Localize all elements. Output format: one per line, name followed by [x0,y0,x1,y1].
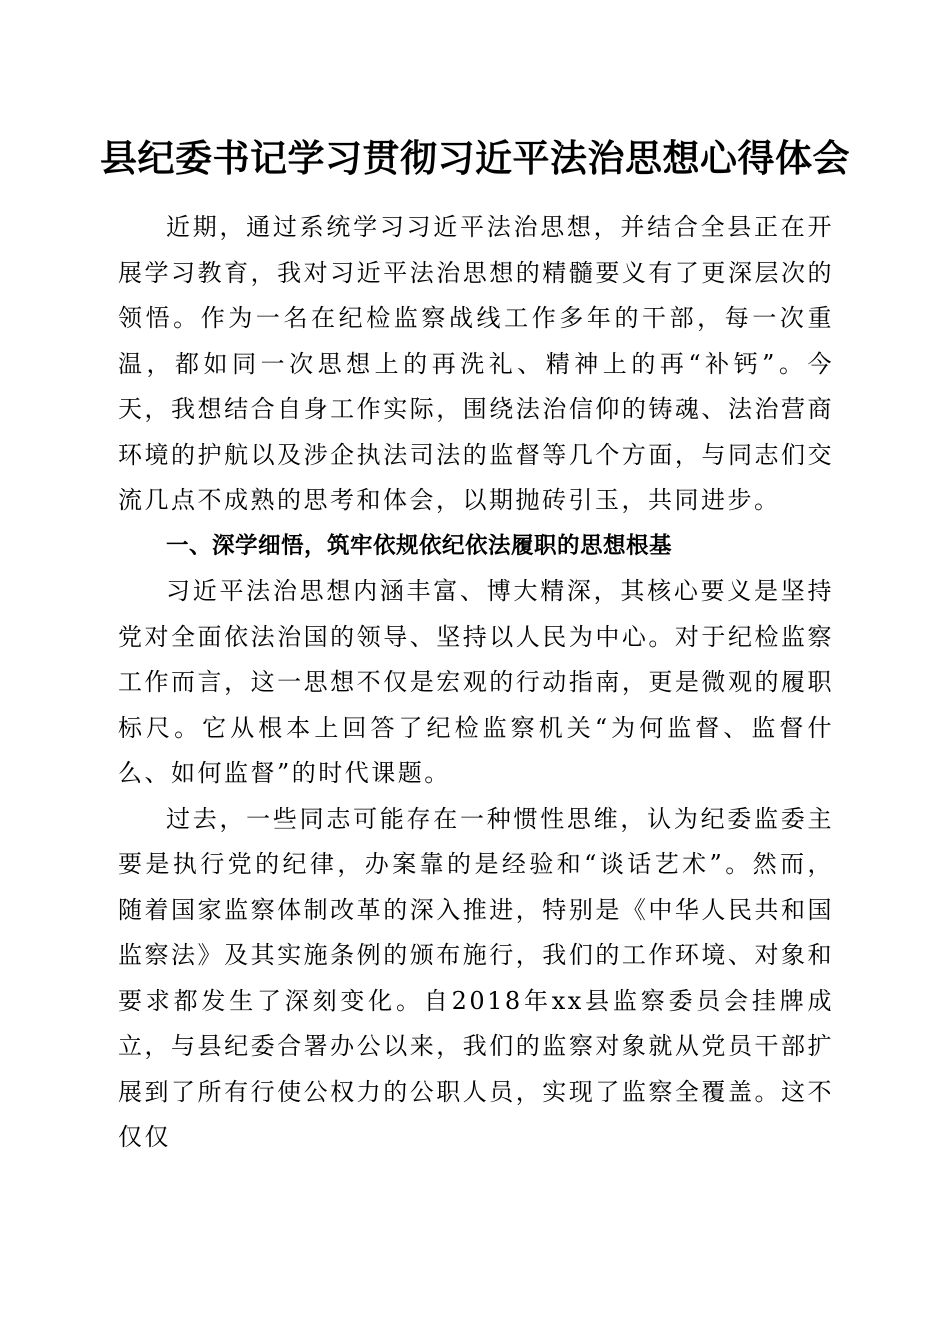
document-title: 县纪委书记学习贯彻习近平法治思想心得体会 [100,136,850,180]
section-heading-1: 一、深学细悟，筑牢依规依纪依法履职的思想根基 [166,532,673,559]
intro-paragraph: 近期，通过系统学习习近平法治思想，并结合全县正在开展学习教育，我对习近平法治思想的精髓要义有了更深层次的领悟。作为一名在纪检监察战线工作多年的干部，每一次重温，都如同一次思想上的再洗礼、精神上的再“补钙”。今天，我想结合自身工作实际，围绕法治信仰的铸魂、法治营商环境的护航以及涉企执法司法的监督等几个方面，与同志们交流几点不成熟的思考和体会，以期抛砖引玉，共同进步。 [118,213,834,514]
body-paragraph: 习近平法治思想内涵丰富、博大精深，其核心要义是坚持党对全面依法治国的领导、坚持以人民为中心。对于纪检监察工作而言，这一思想不仅是宏观的行动指南，更是微观的履职标尺。它从根本上回答了纪检监察机关“为何监督、监督什么、如何监督”的时代课题。 [118,577,834,787]
document-body [118,205,834,1161]
body-paragraph: 过去，一些同志可能存在一种惯性思维，认为纪委监委主要是执行党的纪律，办案靠的是经验和“谈话艺术”。然而，随着国家监察体制改革的深入推进，特别是《中华人民共和国监察法》及其实施条例的颁布施行，我们的工作环境、对象和要求都发生了深刻变化。自2018年xx县监察委员会挂牌成立，与县纪委合署办公以来，我们的监察对象就从党员干部扩展到了所有行使公权力的公职人员，实现了监察全覆盖。这不仅仅 [118,804,834,1151]
